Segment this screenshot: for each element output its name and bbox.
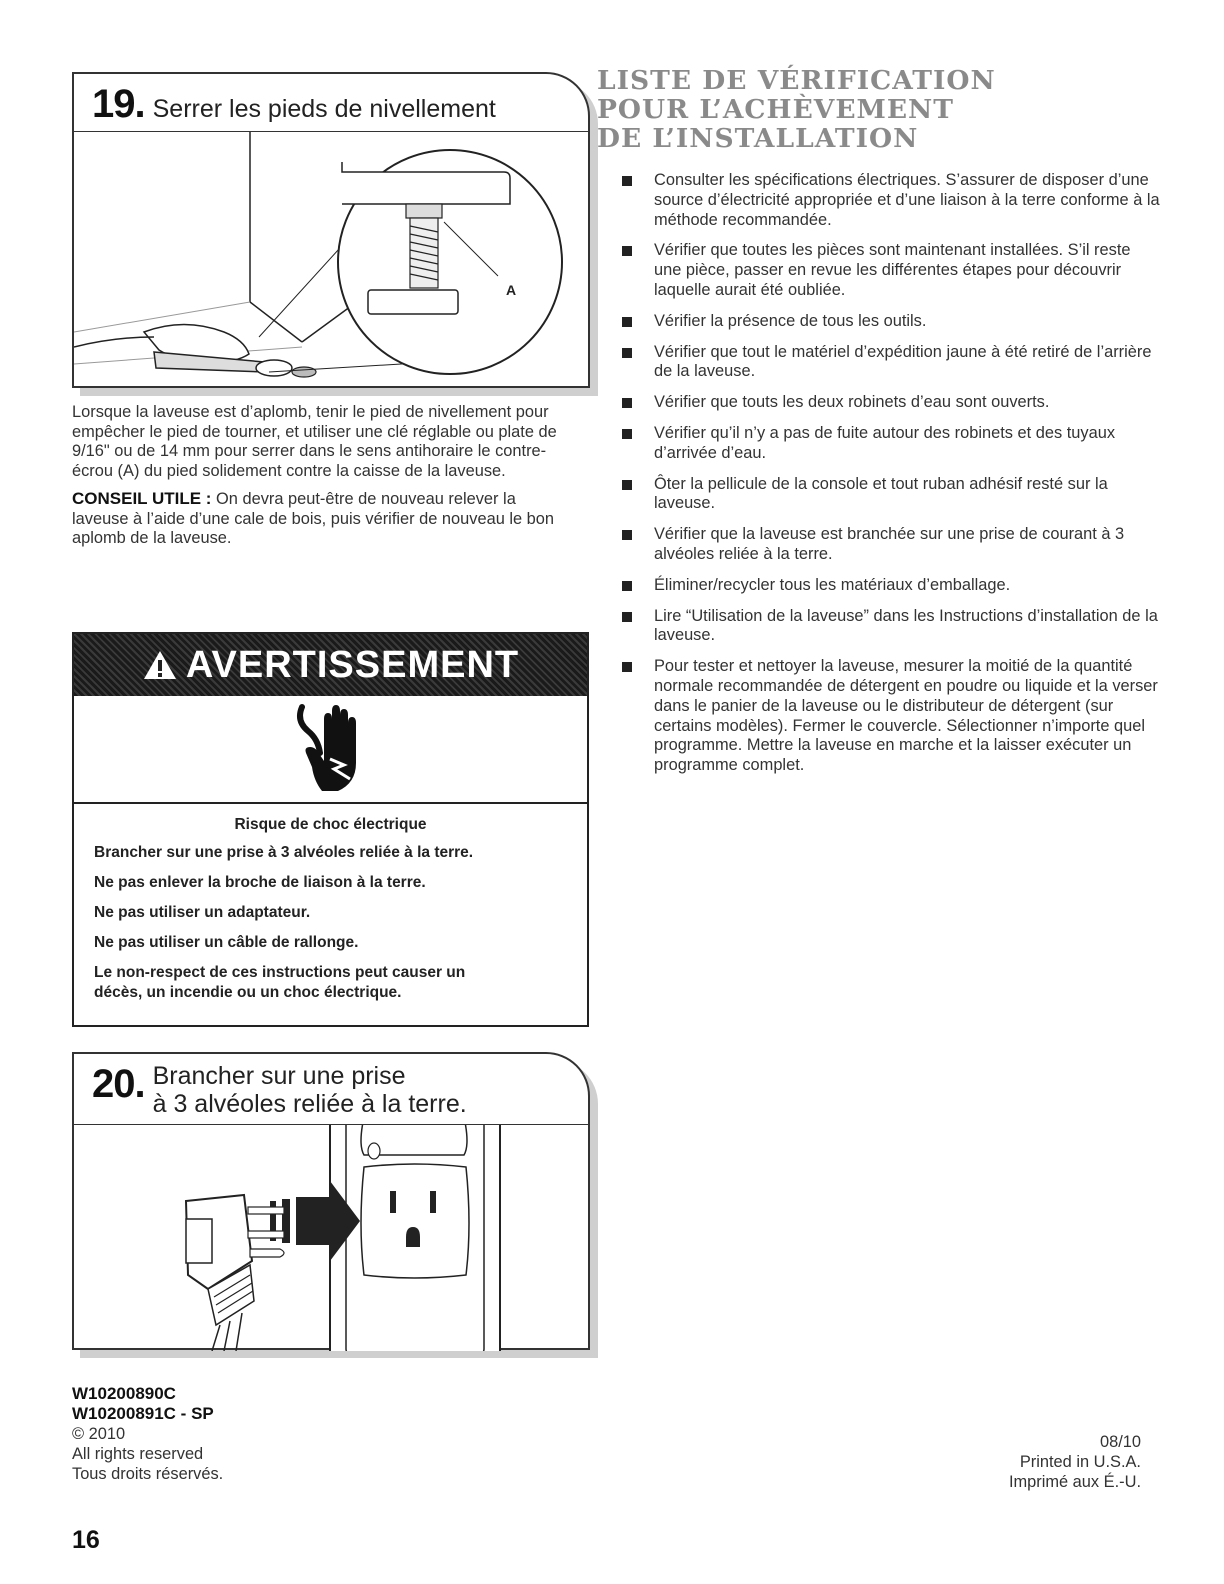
square-bullet-icon bbox=[622, 581, 632, 591]
checklist-item-text: Ôter la pellicule de la console et tout ruban adhésif resté sur la laveuse. bbox=[654, 474, 1108, 513]
step-19-header bbox=[74, 74, 588, 132]
installation-checklist bbox=[622, 171, 1162, 787]
step-20-number: 20. bbox=[92, 1062, 145, 1106]
step-19-number: 19. bbox=[92, 82, 145, 126]
warning-line: Ne pas utiliser un câble de rallonge. bbox=[94, 934, 359, 951]
warning-heading-row bbox=[74, 815, 587, 835]
warning-line: Brancher sur une prise à 3 alvéoles reliée à la terre. bbox=[94, 844, 474, 861]
checklist-item-text: Vérifier la présence de tous les outils. bbox=[654, 311, 927, 330]
step-20-title-line: Brancher sur une prise bbox=[152, 1062, 406, 1090]
print-date: 08/10 bbox=[1099, 1433, 1141, 1451]
part-number-sp: W10200891C - SP bbox=[72, 1404, 214, 1423]
page-number: 16 bbox=[72, 1526, 100, 1554]
step-20-box bbox=[72, 1052, 590, 1350]
callout-label-a: A bbox=[506, 282, 517, 298]
checklist-item-text: Vérifier que touts les deux robinets d’eau sont ouverts. bbox=[654, 393, 1050, 412]
step-19-paragraph: Lorsque la laveuse est d’aplomb, tenir le pied de nivellement pour empêcher le pied de tourner, et utiliser une clé réglable ou plate de 9/16" ou de 14 mm pour serrer dans le sens antihoraire le contre-écrou (A) du pied solidement contre la caisse de la laveuse. bbox=[72, 403, 557, 480]
footer-left bbox=[72, 1384, 223, 1484]
printed-fr: Imprimé aux É.-U. bbox=[1008, 1473, 1141, 1491]
rights-en: All rights reserved bbox=[72, 1445, 204, 1463]
square-bullet-icon bbox=[622, 480, 632, 490]
checklist-item bbox=[622, 424, 1162, 464]
plug-into-outlet-drawing bbox=[74, 1125, 584, 1351]
checklist-item-text: Pour tester et nettoyer la laveuse, mesurer la moitié de la quantité normale recommandée de détergent en poudre ou liquide et la verser dans le panier de la laveuse ou le distributeur de détergent (sur certains modèles). Fermer le couvercle. Sélectionner n’importe quel programme. Mettre la laveuse en marche et la laisser exécuter un programme complet. bbox=[654, 657, 1158, 775]
checklist-item-text: Vérifier que la laveuse est branchée sur une prise de courant à 3 alvéoles reliée à la terre. bbox=[654, 525, 1125, 563]
leveling-feet-illustration bbox=[74, 132, 588, 384]
step-19-text bbox=[72, 403, 572, 549]
step-20-title bbox=[153, 1062, 467, 1118]
warning-triangle-icon bbox=[142, 649, 178, 681]
plug-outlet-illustration bbox=[74, 1125, 588, 1351]
square-bullet-icon bbox=[622, 612, 632, 622]
checklist-item-text: Vérifier qu’il n’y a pas de fuite autour des robinets et des tuyaux d’arrivée d’eau. bbox=[654, 423, 1116, 462]
square-bullet-icon bbox=[622, 429, 632, 439]
square-bullet-icon bbox=[622, 348, 632, 358]
electric-shock-hand-icon bbox=[294, 701, 368, 797]
step-19-tip bbox=[72, 489, 572, 549]
warning-line: Ne pas enlever la broche de liaison à la terre. bbox=[94, 874, 426, 891]
square-bullet-icon bbox=[622, 317, 632, 327]
warning-header bbox=[74, 634, 587, 696]
warning-box bbox=[72, 632, 589, 1027]
printed-en: Printed in U.S.A. bbox=[1019, 1453, 1141, 1471]
checklist-item bbox=[622, 312, 1162, 332]
square-bullet-icon bbox=[622, 662, 632, 672]
copyright: © 2010 bbox=[72, 1425, 126, 1443]
tip-text: On devra peut-être de nouveau relever la laveuse à l’aide d’une cale de bois, puis vérifier de nouveau le bon aplomb de la laveuse. bbox=[72, 490, 555, 547]
footer-right bbox=[1009, 1432, 1141, 1492]
checklist-title-line: DE L’INSTALLATION bbox=[597, 123, 919, 154]
rights-fr: Tous droits réservés. bbox=[72, 1465, 224, 1483]
checklist-item bbox=[622, 607, 1162, 647]
square-bullet-icon bbox=[622, 530, 632, 540]
checklist-title bbox=[597, 66, 1157, 153]
checklist-item-text: Consulter les spécifications électriques. S’assurer de disposer d’une source d’électricité appropriée et d’une liaison à la terre conforme à la méthode recommandée. bbox=[654, 171, 1160, 229]
checklist-item-text: Vérifier que tout le matériel d’expédition jaune à été retiré de l’arrière de la laveuse. bbox=[654, 342, 1152, 381]
checklist-item bbox=[622, 393, 1162, 413]
checklist-item bbox=[622, 241, 1162, 300]
checklist-item bbox=[622, 343, 1162, 383]
checklist-title-line: LISTE DE VÉRIFICATION bbox=[597, 65, 996, 96]
warning-line: Le non-respect de ces instructions peut causer un décès, un incendie ou un choc électrique. bbox=[94, 964, 466, 1001]
wrench-foot-drawing bbox=[74, 132, 584, 384]
checklist-item bbox=[622, 171, 1162, 230]
warning-title: AVERTISSEMENT bbox=[185, 643, 520, 686]
step-19-title: Serrer les pieds de nivellement bbox=[152, 95, 496, 123]
checklist-item bbox=[622, 657, 1162, 776]
warning-instructions bbox=[74, 843, 587, 1003]
step-20-title-line: à 3 alvéoles reliée à la terre. bbox=[152, 1090, 467, 1118]
square-bullet-icon bbox=[622, 176, 632, 186]
warning-line: Ne pas utiliser un adaptateur. bbox=[94, 904, 311, 921]
checklist-item-text: Vérifier que toutes les pièces sont maintenant installées. S’il reste une pièce, passer en revue les différentes étapes pour découvrir laquelle aurait été oubliée. bbox=[654, 241, 1131, 299]
square-bullet-icon bbox=[622, 398, 632, 408]
step-19-box bbox=[72, 72, 590, 388]
checklist-title-line: POUR L’ACHÈVEMENT bbox=[597, 94, 954, 125]
step-20-header bbox=[74, 1054, 588, 1125]
square-bullet-icon bbox=[622, 246, 632, 256]
warning-heading: Risque de choc électrique bbox=[234, 816, 427, 833]
checklist-item bbox=[622, 475, 1162, 515]
checklist-item-text: Lire “Utilisation de la laveuse” dans les Instructions d’installation de la laveuse. bbox=[654, 606, 1158, 645]
checklist-item bbox=[622, 576, 1162, 596]
checklist-item-text: Éliminer/recycler tous les matériaux d’emballage. bbox=[654, 575, 1011, 594]
shock-hazard-area bbox=[74, 696, 587, 804]
tip-label: CONSEIL UTILE : bbox=[72, 489, 212, 508]
checklist-item bbox=[622, 525, 1162, 565]
part-number: W10200890C bbox=[72, 1384, 176, 1403]
